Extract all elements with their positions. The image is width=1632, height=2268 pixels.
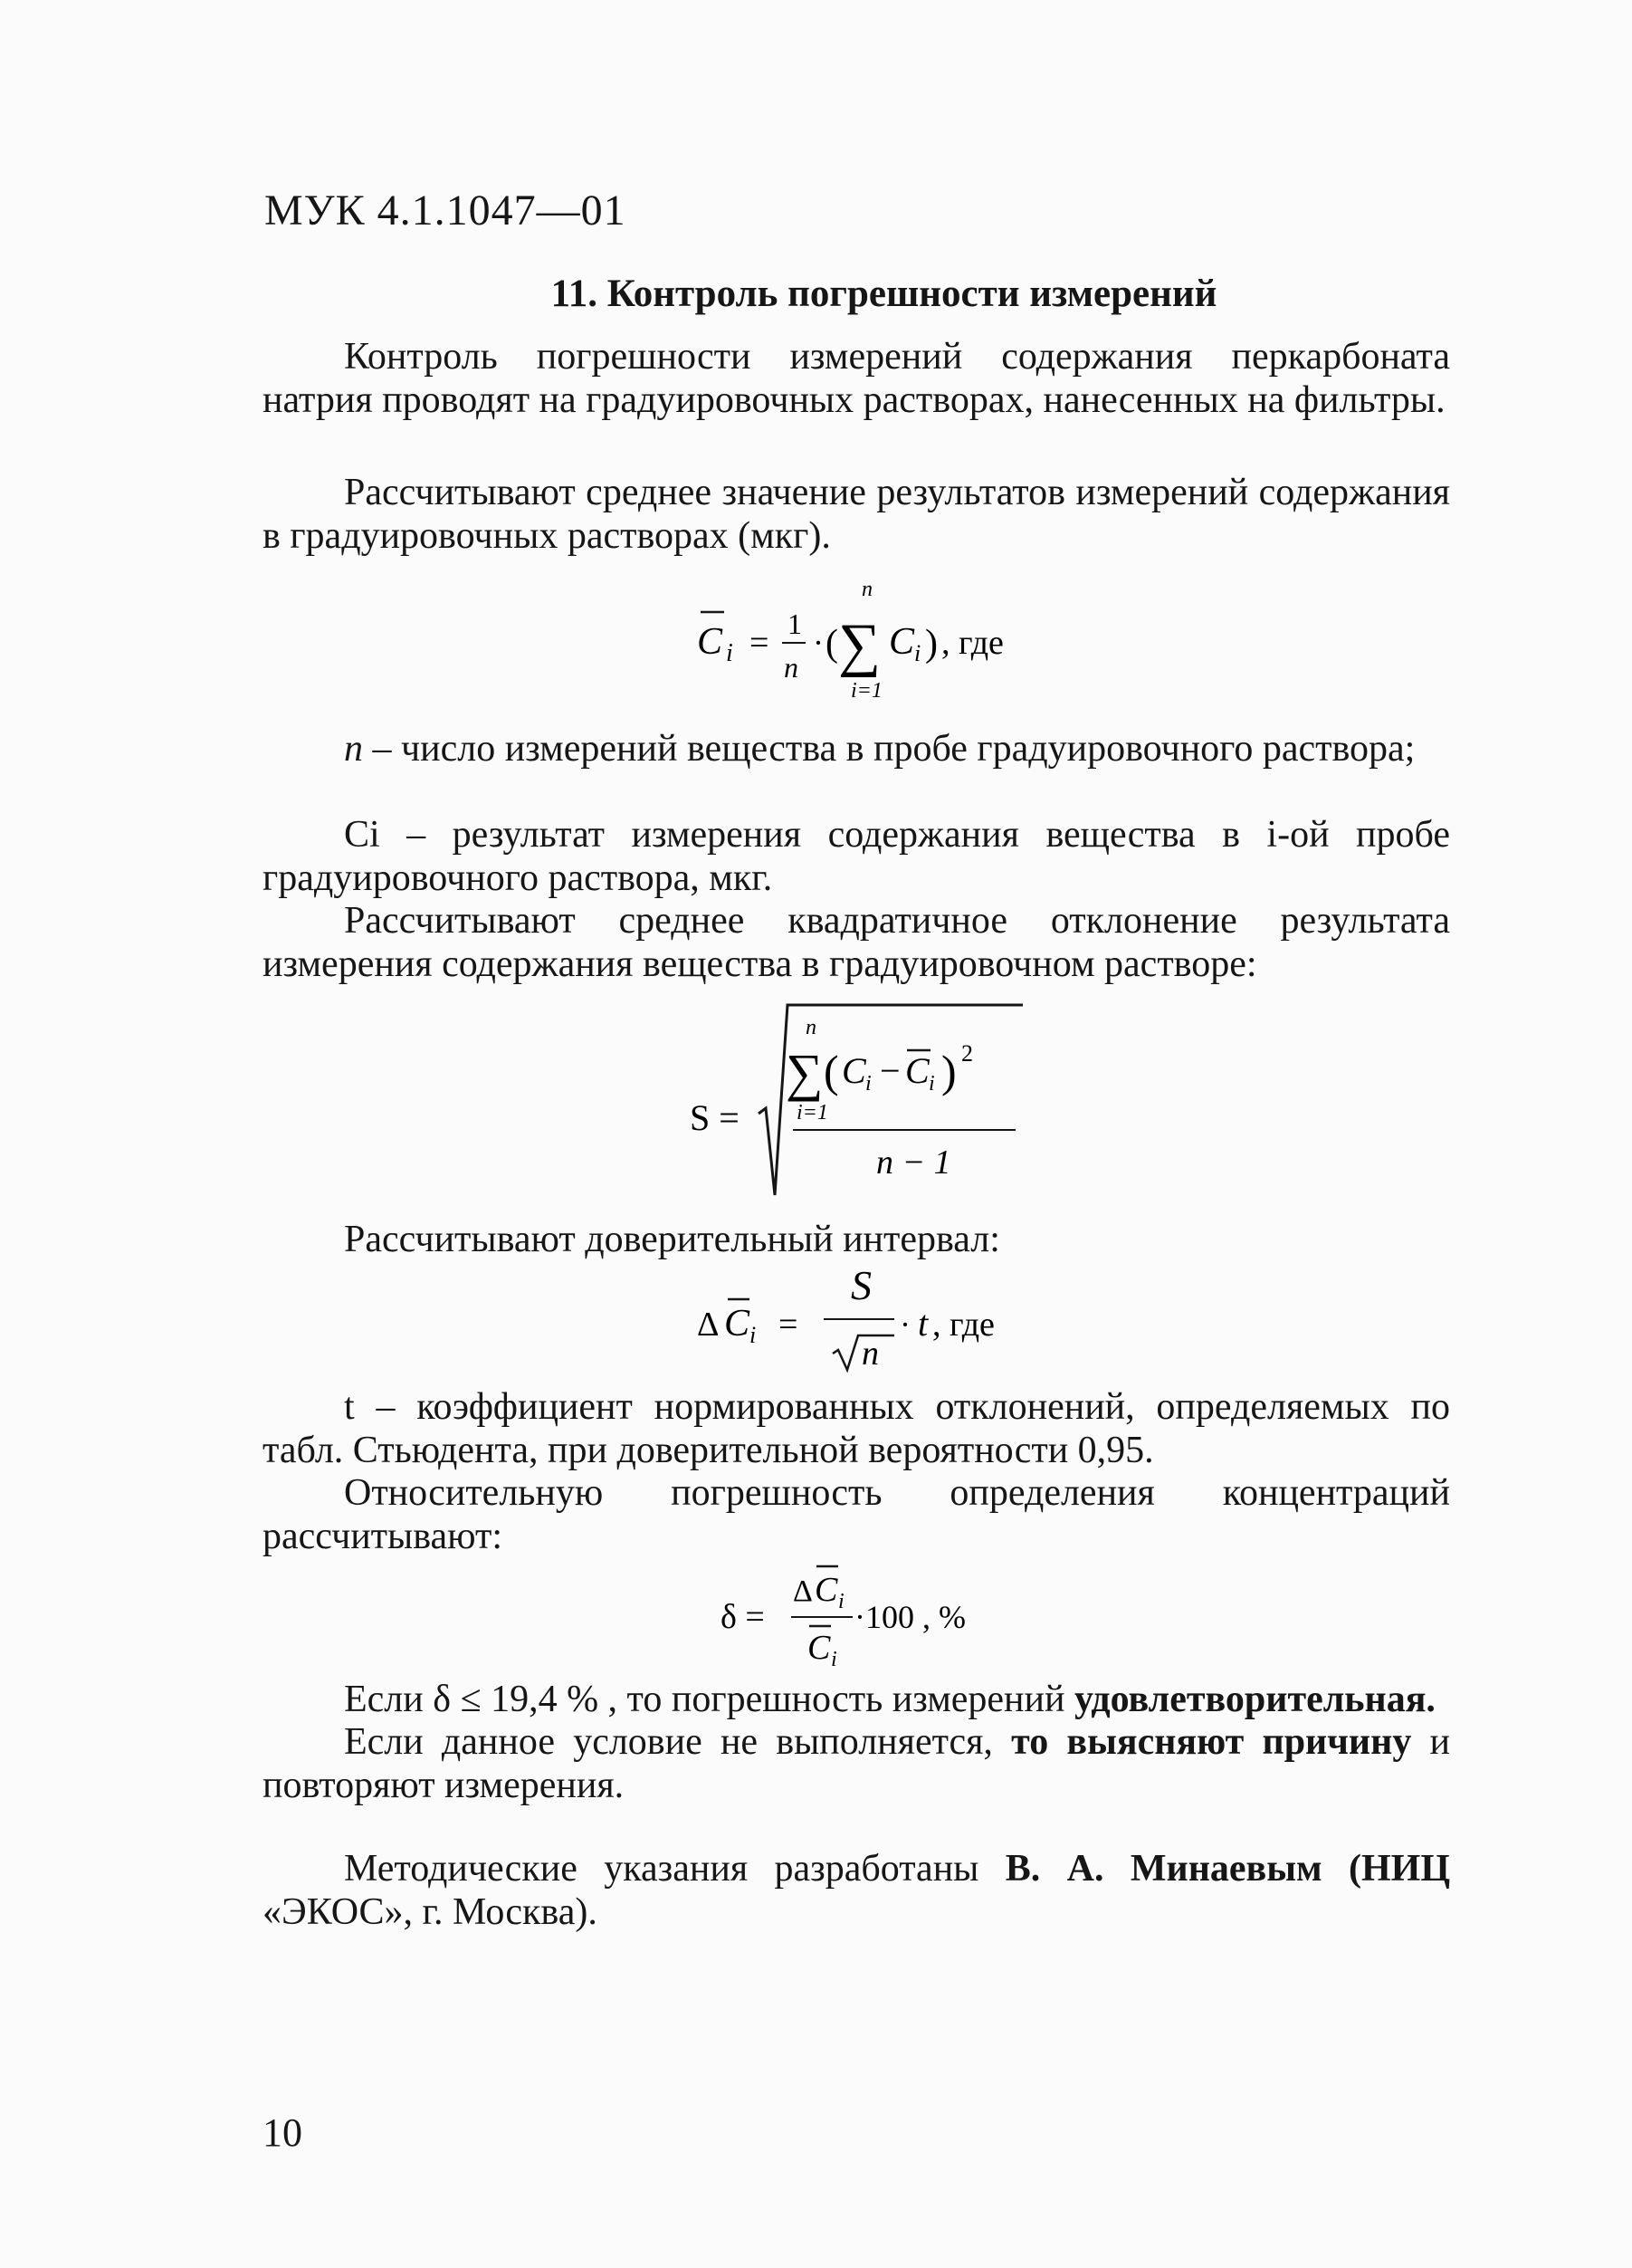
var-n: n [344, 728, 363, 770]
interval-lhs-sub: i [749, 1322, 757, 1348]
page-number: 10 [262, 2110, 302, 2155]
formula-relative [715, 1557, 1041, 1675]
interval-tail: , где [932, 1306, 995, 1344]
sigma-icon: ∑ [838, 612, 882, 678]
std-denominator: n − 1 [876, 1144, 951, 1182]
paragraph-ci-definition: Ci – результат измерения содержания вещества в i-ой пробе градуировочного раствора, мкг. [262, 814, 1450, 899]
paragraph-mean-intro: Рассчитывают среднее значение результатов измерений содержания в градуировочных растворах (мкг). [262, 472, 1450, 557]
paragraph-authors: Методические указания разработаны В. А. Минаевым (НИЦ «ЭКОС», г. Москва). [262, 1848, 1450, 1933]
paragraph-failure: Если данное условие не выполняется, то выясняют причину и повторяют измерения. [262, 1721, 1450, 1806]
mean-term-sub: i [914, 640, 921, 666]
std-sum-bottom: i=1 [797, 1101, 828, 1124]
relative-numerator: C [815, 1571, 838, 1609]
mean-numerator: 1 [787, 608, 802, 640]
svg-text:(: ( [826, 623, 838, 665]
interval-equals: = [778, 1306, 798, 1344]
document-code: МУК 4.1.1047—01 [264, 187, 626, 234]
formula-std [679, 996, 1059, 1204]
std-lhs: S = [690, 1097, 740, 1138]
interval-denominator: n [862, 1335, 879, 1373]
mean-sum-top: n [862, 578, 873, 601]
relative-num-sub: i [838, 1590, 845, 1613]
svg-text:): ) [941, 1046, 957, 1096]
paragraph-condition: Если δ ≤ 19,4 % , то погрешность измерений удовлетворительная. [344, 1679, 1436, 1720]
paragraph-n-definition: n – число измерений вещества в пробе градуировочного раствора; [344, 728, 1416, 770]
paragraph-relative-intro: Относительную погрешность определения концентраций рассчитывают: [262, 1472, 1450, 1557]
mean-lhs: C [697, 621, 723, 663]
std-sub2: i [929, 1072, 935, 1096]
mean-sum-bottom: i=1 [851, 679, 883, 703]
relative-mult: ·100 , % [854, 1599, 966, 1635]
svg-text:·: · [813, 625, 824, 661]
paragraph-std-intro: Рассчитывают среднее квадратичное отклонение результата измерения содержания вещества в градуировочном растворе: [262, 900, 1450, 985]
mean-term: C [889, 621, 915, 663]
sigma-icon: ∑ [786, 1043, 824, 1102]
svg-text:·: · [900, 1306, 911, 1343]
relative-denominator: C [807, 1629, 831, 1667]
formula-mean [688, 570, 1068, 706]
interval-lhs: C [724, 1303, 750, 1345]
relative-lhs: δ = [721, 1598, 765, 1636]
formula-interval [688, 1263, 1068, 1381]
var-ci: Ci [344, 814, 380, 856]
mean-tail: , где [941, 624, 1004, 662]
svg-text:(: ( [824, 1046, 839, 1096]
mean-denominator: n [784, 651, 798, 684]
paragraph-t-definition: t – коэффициент нормированных отклонений, определяемых по табл. Стьюдента, при доверительной вероятности 0,95. [262, 1386, 1450, 1471]
paragraph-intro: Контроль погрешности измерений содержания перкарбоната натрия проводят на градуировочных растворах, нанесенных на фильтры. [262, 336, 1450, 421]
interval-numerator: S [851, 1263, 872, 1308]
svg-text:): ) [925, 623, 938, 665]
paragraph-interval-intro: Рассчитывают доверительный интервал: [344, 1219, 1000, 1260]
std-power: 2 [961, 1040, 973, 1067]
mean-lhs-sub: i [726, 639, 733, 667]
std-term1: C [842, 1050, 866, 1091]
svg-text:−: − [880, 1050, 901, 1091]
std-sub1: i [865, 1072, 872, 1096]
relative-num-delta: Δ [793, 1574, 813, 1608]
interval-delta: Δ [697, 1306, 720, 1344]
mean-equals: = [749, 624, 769, 662]
std-sum-top: n [806, 1016, 816, 1039]
interval-t: t [918, 1303, 929, 1344]
section-title: 11. Контроль погрешности измерений [550, 273, 1217, 315]
std-term2: C [905, 1050, 930, 1091]
relative-den-sub: i [831, 1648, 837, 1671]
